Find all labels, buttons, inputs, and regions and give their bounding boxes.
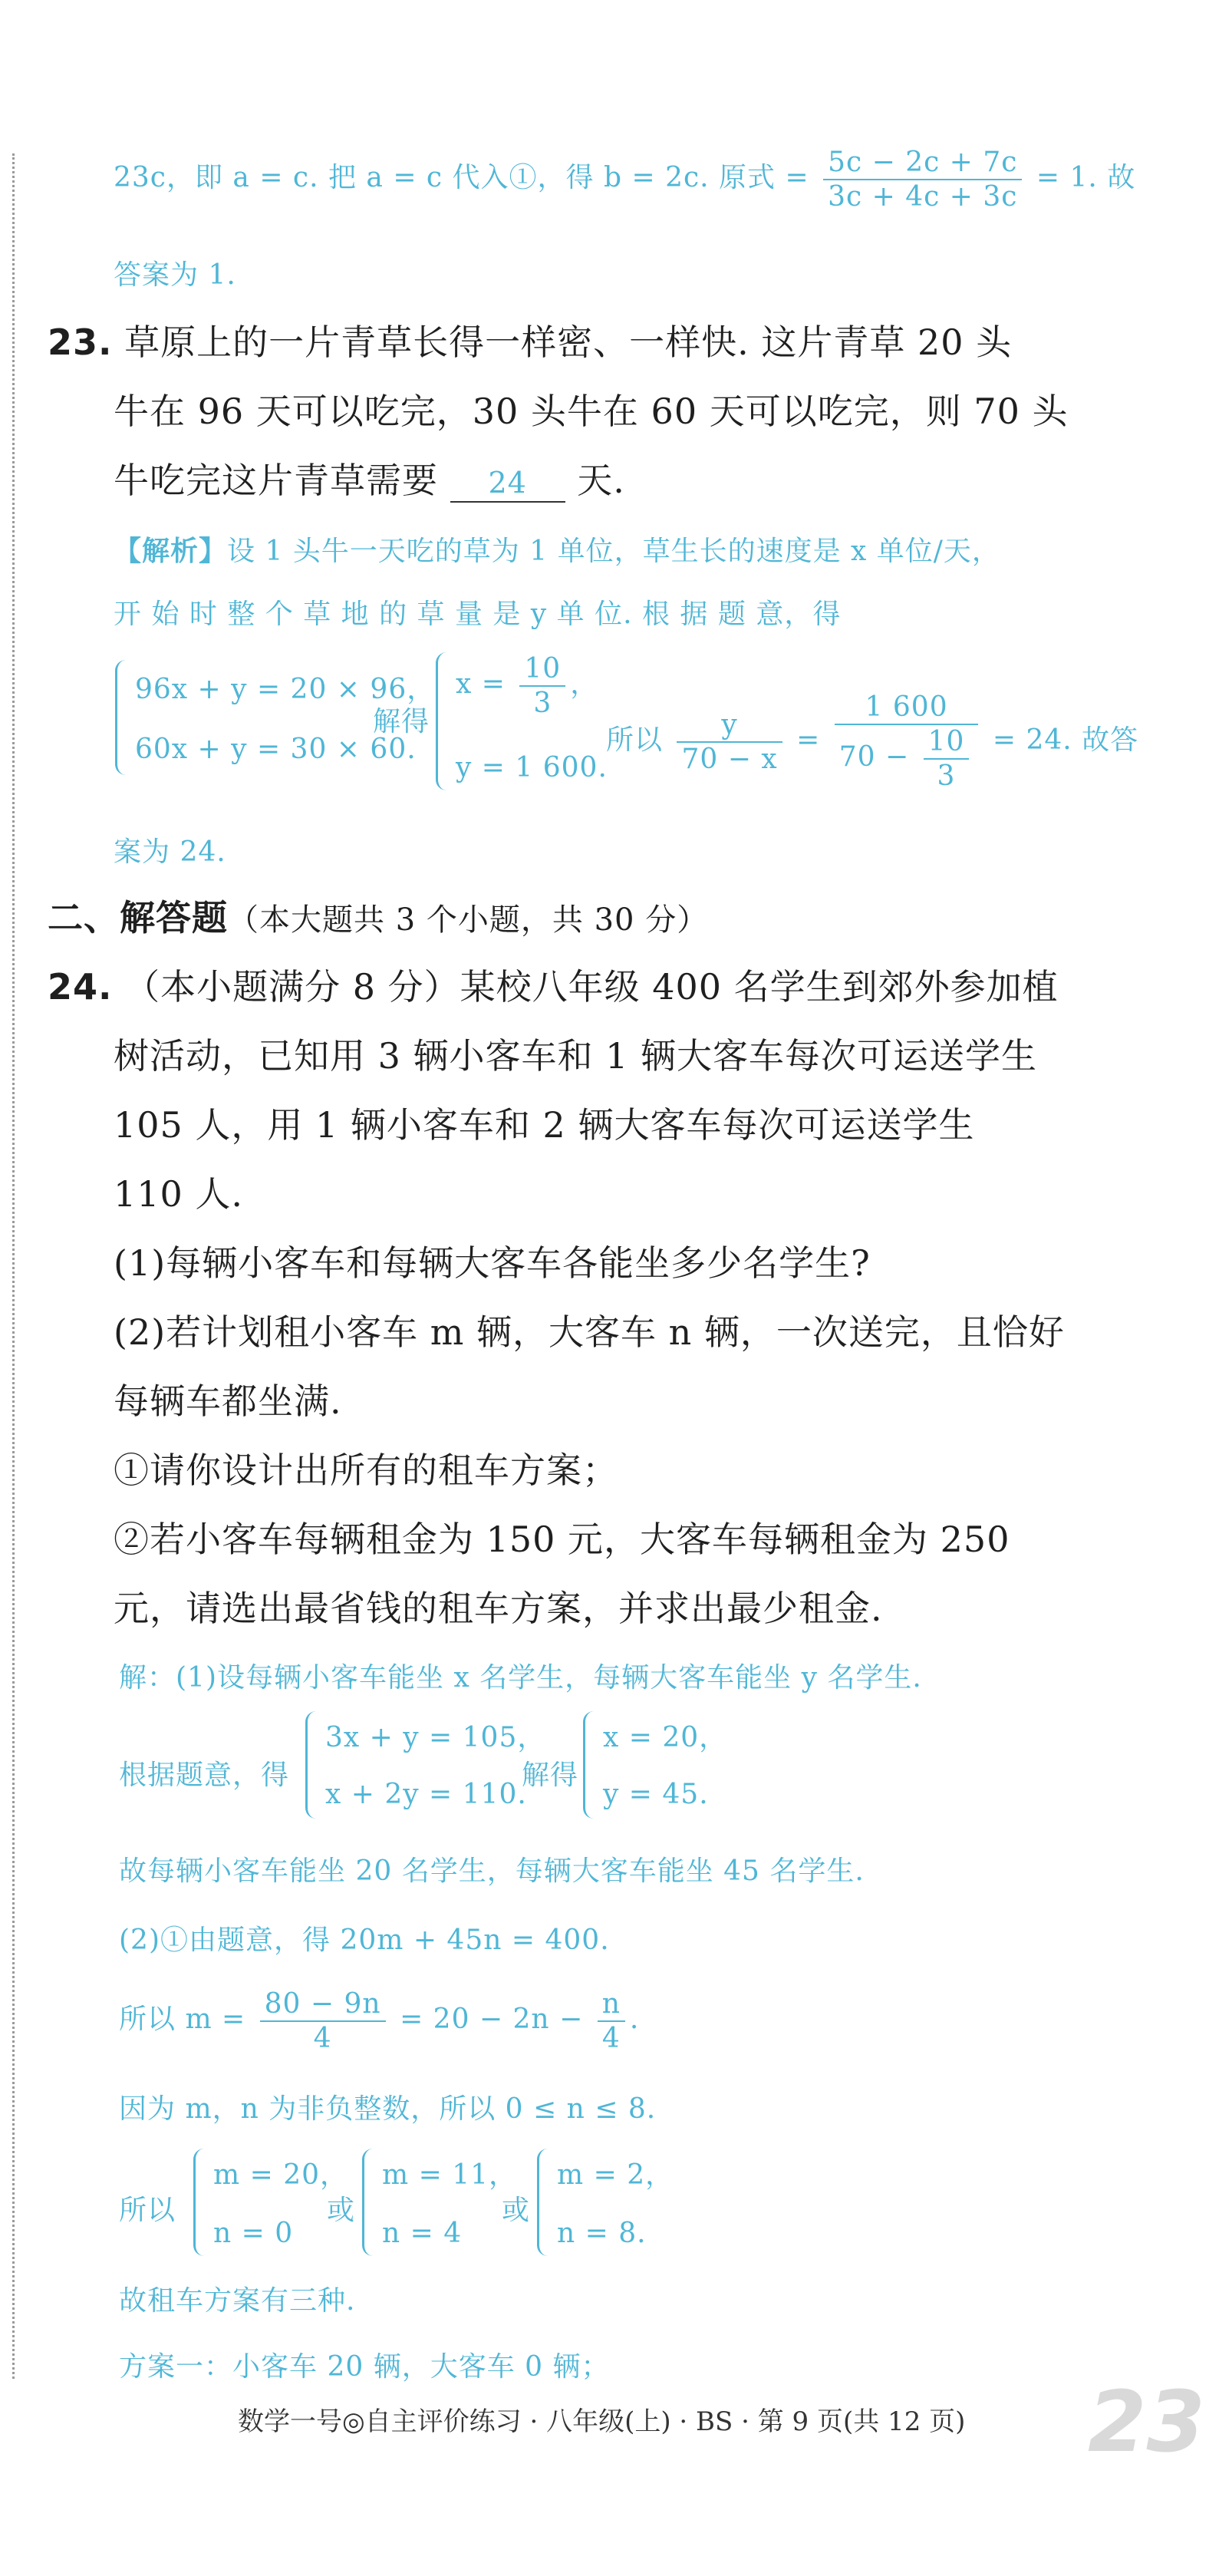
q24-line-2: 树活动，已知用 3 辆小客车和 1 辆大客车每次可运送学生 [114, 1035, 1038, 1077]
left-brace [537, 2149, 553, 2256]
q24-text-1: （本小题满分 8 分）某校八年级 400 名学生到郊外参加植 [124, 966, 1059, 1008]
q23-sol-y: y = 1 600. [456, 752, 608, 783]
left-brace [115, 660, 131, 775]
case-3-system [537, 2149, 674, 2256]
q23-analysis-line-1 [114, 529, 1000, 569]
q24-solution-line-3: 故每辆小客车能坐 20 名学生，每辆大客车能坐 45 名学生. [119, 1855, 865, 1887]
section-2-heading [48, 890, 708, 941]
q24-line-4: 110 人. [114, 1173, 244, 1215]
q24-solution-system [583, 1711, 729, 1819]
q24-part-2-line-1: (2)若计划租小客车 m 辆，大客车 n 辆，一次送完，且恰好 [114, 1311, 1065, 1353]
prev-solution-text: 23c，即 a = c. 把 a = c 代入①，得 b = 2c. 原式 = [114, 162, 809, 194]
fraction-denominator [835, 725, 979, 793]
q24-part-2-line-2: 每辆车都坐满. [114, 1380, 342, 1422]
equals-sign: = [796, 724, 821, 756]
q24-solution-by: 根据题意，得 [119, 1760, 290, 1791]
q23-text-3-end: 天. [577, 460, 625, 501]
prev-solution-conclusion: 答案为 1. [114, 259, 236, 291]
q24-solution-line-6: 因为 m，n 为非负整数，所以 0 ≤ n ≤ 8. [119, 2093, 657, 2125]
case-1-n: n = 0 [213, 2218, 294, 2249]
fraction-denominator: 4 [313, 2023, 332, 2055]
m-fraction [260, 1987, 386, 2055]
q24-part-2b-line-2: 元，请选出最省钱的租车方案，并求出最少租金. [114, 1588, 883, 1629]
q23-solution-system [436, 652, 608, 790]
or-label-1: 或 [327, 2195, 356, 2226]
q24-sol-y: y = 45. [603, 1779, 709, 1810]
prev-solution-fraction [823, 146, 1022, 213]
q24-line-1 [48, 959, 1059, 1010]
q24-line-3: 105 人，用 1 辆小客车和 2 辆大客车每次可运送学生 [114, 1104, 975, 1146]
case-2-system [362, 2149, 517, 2256]
left-brace [362, 2149, 378, 2256]
q24-sol-x: x = 20， [603, 1722, 728, 1753]
n-fraction [598, 1987, 625, 2055]
fraction-denominator: 3c + 4c + 3c [828, 181, 1018, 213]
q23-result-line [606, 691, 1138, 793]
left-brace [305, 1711, 321, 1819]
q23-line-3 [114, 453, 625, 503]
left-brace [583, 1711, 599, 1819]
so-m-label: 所以 m = [119, 2004, 246, 2036]
fraction-denominator: 3 [937, 760, 956, 793]
section-2-title: 二、解答题 [48, 897, 228, 938]
sol-x-comma: ， [570, 668, 599, 701]
sol-x-fraction [519, 652, 565, 720]
or-label-2: 或 [502, 2195, 531, 2226]
so-label: 所以 [606, 724, 664, 756]
left-brace [436, 652, 452, 790]
left-brace [193, 2149, 209, 2256]
q23-eq-1: 96x + y = 20 × 96， [135, 674, 436, 705]
analysis-tag: 【解析】 [114, 535, 228, 567]
q24-solution-line-4: (2)①由题意，得 20m + 45n = 400. [119, 1925, 610, 1956]
q24-equation-system [305, 1711, 546, 1819]
q23-line-1 [48, 315, 1012, 365]
case-2-n: n = 4 [382, 2218, 463, 2249]
fraction-denominator: 70 − x [681, 743, 778, 775]
denominator-text: 70 − [838, 741, 910, 773]
q23-sol-x [456, 652, 598, 720]
q23-solve-label: 解得 [373, 706, 430, 737]
value-fraction [835, 691, 979, 793]
margin-dotted-line [12, 153, 15, 2379]
q23-number: 23. [48, 322, 113, 363]
q24-part-1: (1)每辆小客车和每辆大客车各能坐多少名学生? [114, 1242, 871, 1284]
q24-eq-2: x + 2y = 110. [325, 1779, 527, 1810]
analysis-text-1: 设 1 头牛一天吃的草为 1 单位，草生长的速度是 x 单位/天， [227, 536, 1000, 567]
q24-solution-line-1: 解：(1)设每辆小客车能坐 x 名学生，每辆大客车能坐 y 名学生. [119, 1662, 922, 1694]
fraction-numerator: 1 600 [835, 691, 979, 725]
fraction-denominator: 4 [601, 2023, 621, 2055]
fraction-numerator: 80 − 9n [260, 1987, 386, 2022]
q23-line-2: 牛在 96 天可以吃完，30 头牛在 60 天可以吃完，则 70 头 [114, 391, 1069, 432]
q24-solve-label: 解得 [522, 1760, 579, 1791]
sol-x-label: x = [456, 668, 506, 701]
y-over-fraction [677, 708, 782, 776]
fraction-denominator: 3 [533, 688, 552, 720]
q24-eq-1: 3x + y = 105， [325, 1722, 546, 1753]
q23-analysis-line-2: 开 始 时 整 个 草 地 的 草 量 是 y 单 位. 根 据 题 意，得 [114, 599, 842, 630]
case-1-system [193, 2149, 348, 2256]
q24-solution-line-9: 方案一：小客车 20 辆，大客车 0 辆； [119, 2351, 610, 2383]
q23-answer-blank [450, 460, 565, 503]
case-3-n: n = 8. [557, 2218, 647, 2249]
nested-fraction [924, 725, 970, 793]
period: . [629, 2004, 640, 2036]
q24-number: 24. [48, 966, 113, 1008]
m-expression: = 20 − 2n − [400, 2004, 584, 2036]
fraction-numerator: 5c − 2c + 7c [823, 146, 1022, 180]
prev-solution-line [114, 146, 1135, 213]
case-2-m: m = 11， [382, 2159, 517, 2191]
q23-eq-2: 60x + y = 30 × 60. [135, 734, 417, 765]
q23-text-1: 草原上的一片青草长得一样密、一样快. 这片青草 20 头 [124, 322, 1013, 363]
fraction-numerator: n [598, 1987, 625, 2022]
fraction-numerator: y [677, 708, 782, 743]
case-1-m: m = 20， [213, 2159, 348, 2191]
q24-solution-line-5 [119, 1987, 639, 2055]
section-2-note: （本大题共 3 个小题，共 30 分） [228, 902, 709, 938]
q23-result: = 24. 故答 [992, 724, 1139, 756]
q23-answer: 24 [488, 466, 527, 500]
q24-part-2a: ①请你设计出所有的租车方案； [114, 1450, 618, 1491]
q23-text-3: 牛吃完这片青草需要 [114, 460, 438, 501]
q24-so-label: 所以 [119, 2195, 176, 2226]
q24-solution-line-8: 故租车方案有三种. [119, 2285, 356, 2317]
prev-solution-result: = 1. 故 [1036, 162, 1136, 194]
page-number-large: 23 [1088, 2373, 1206, 2471]
q23-analysis-end: 案为 24. [114, 836, 226, 868]
fraction-numerator: 10 [519, 652, 565, 687]
fraction-numerator: 10 [924, 725, 970, 760]
page-footer: 数学一号◎自主评价练习 · 八年级(上) · BS · 第 9 页(共 12 页) [238, 2406, 966, 2437]
q24-part-2b-line-1: ②若小客车每辆租金为 150 元，大客车每辆租金为 250 [114, 1519, 1010, 1560]
case-3-m: m = 2， [557, 2159, 674, 2191]
